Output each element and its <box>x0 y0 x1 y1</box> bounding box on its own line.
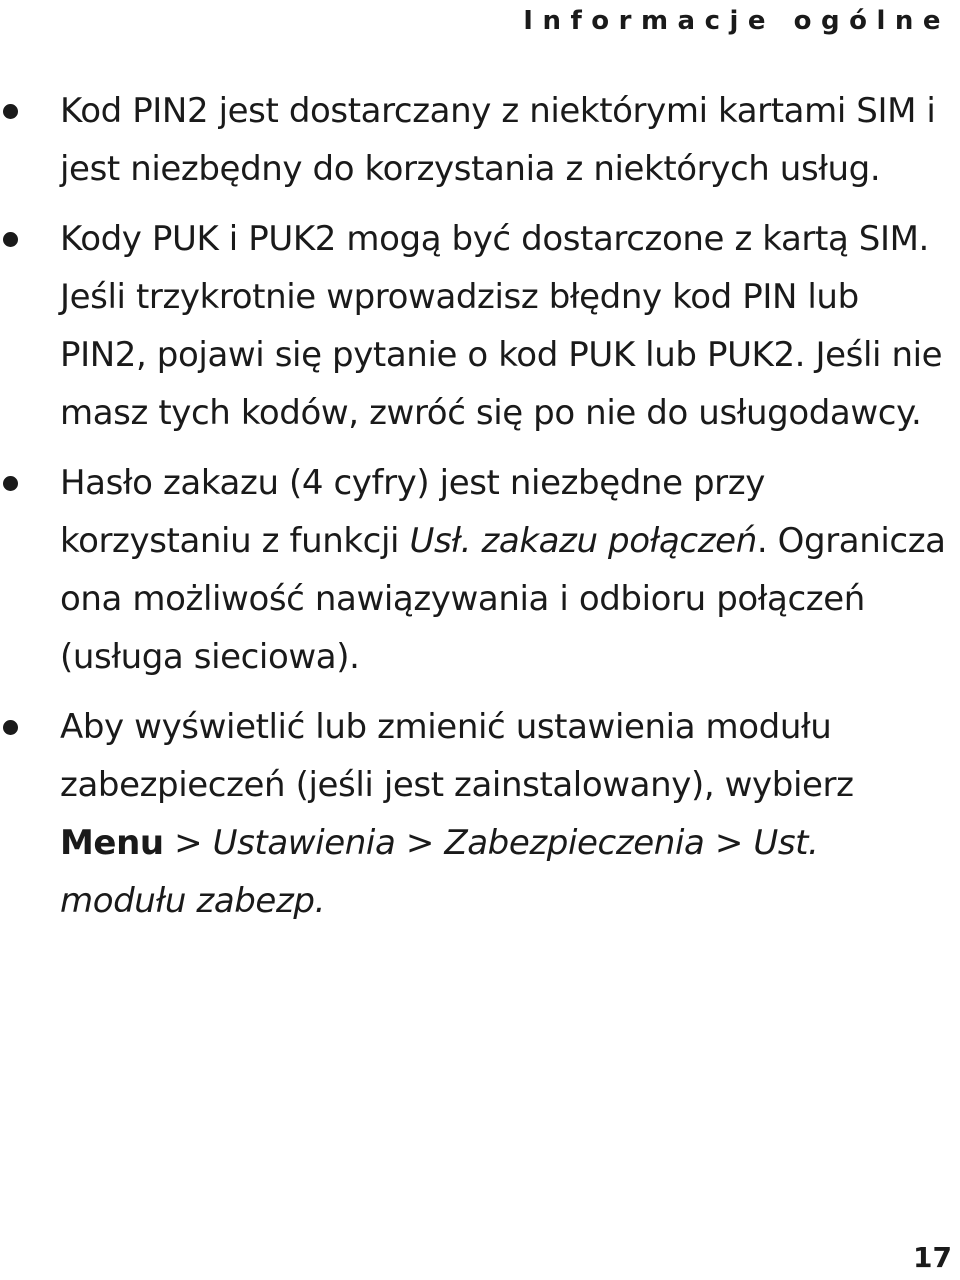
running-header: Informacje ogólne <box>523 6 950 36</box>
menu-path-module-settings: Ust. modułu zabezp. <box>60 823 819 921</box>
menu-path-settings: Ustawienia <box>212 823 396 863</box>
bullet-text: Aby wyświetlić lub zmienić ustawienia modułu zabezpieczeń (jeśli jest zainstalowany), wybierz <box>60 707 854 805</box>
bullet-item-barring-password <box>0 454 960 686</box>
bullet-item-security-module <box>0 698 960 930</box>
path-separator: > <box>395 823 445 863</box>
bullet-item-puk <box>0 210 960 442</box>
menu-path-security: Zabezpieczenia <box>444 823 705 863</box>
bullet-text: . Ogranicza ona możliwość nawiązywania i odbioru połączeń (usługa sieciowa). <box>60 521 946 677</box>
menu-name: Usł. zakazu połączeń <box>409 521 757 561</box>
bullet-dot-icon <box>3 232 18 247</box>
bullet-list <box>0 82 960 942</box>
bullet-dot-icon <box>3 104 18 119</box>
bullet-dot-icon <box>3 720 18 735</box>
bullet-text: Hasło zakazu (4 cyfry) jest niezbędne przy korzystaniu z funkcji <box>60 463 765 561</box>
path-separator: > <box>163 823 213 863</box>
menu-key: Menu <box>60 823 164 863</box>
bullet-text: Kody PUK i PUK2 mogą być dostarczone z kartą SIM. Jeśli trzykrotnie wprowadzisz błędny kod PIN lub PIN2, pojawi się pytanie o kod PUK lub PUK2. Jeśli nie masz tych kodów, zwróć się po nie do usługodawcy. <box>60 219 943 433</box>
page-number: 17 <box>913 1241 952 1274</box>
bullet-item-pin2 <box>0 82 960 198</box>
bullet-dot-icon <box>3 476 18 491</box>
path-separator: > <box>704 823 754 863</box>
bullet-text: Kod PIN2 jest dostarczany z niektórymi kartami SIM i jest niezbędny do korzystania z niektórych usług. <box>60 91 936 189</box>
